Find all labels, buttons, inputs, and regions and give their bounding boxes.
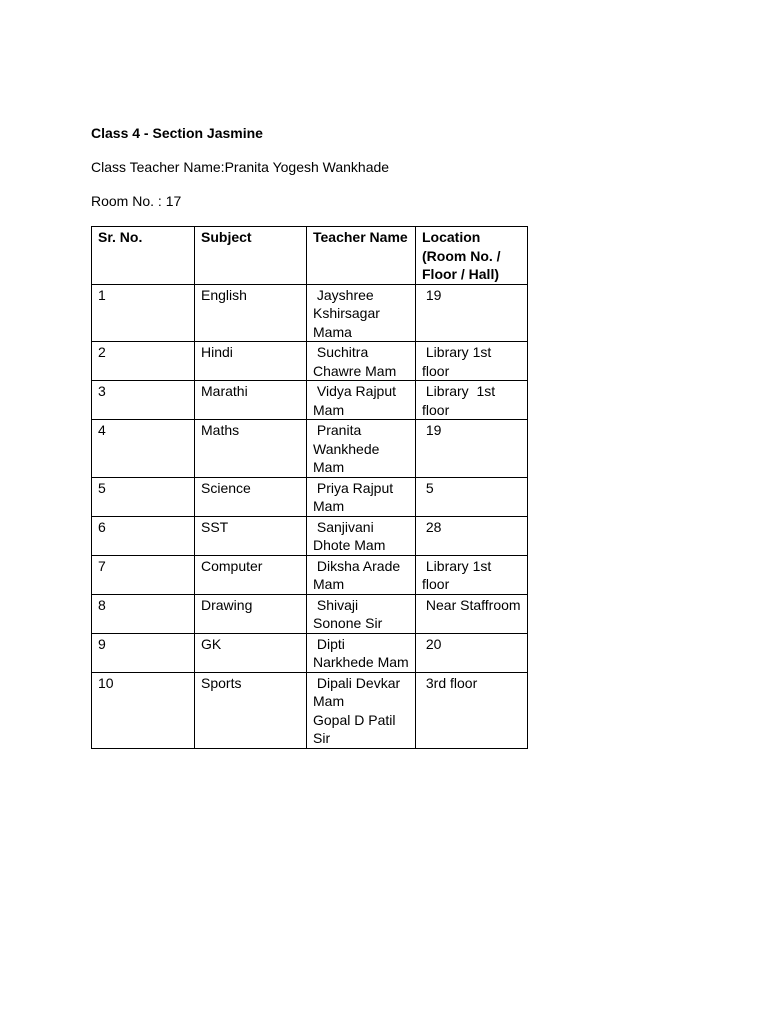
cell-sr-no: 9 [92, 633, 195, 672]
cell-teacher-name: Dipali Devkar Mam Gopal D Patil Sir [307, 672, 416, 748]
cell-location: 20 [416, 633, 528, 672]
cell-sr-no: 2 [92, 342, 195, 381]
cell-subject: English [195, 284, 307, 342]
room-number-line: Room No. : 17 [91, 193, 182, 209]
cell-subject: Sports [195, 672, 307, 748]
table-row [92, 516, 528, 555]
cell-location: Library 1st floor [416, 381, 528, 420]
cell-sr-no: 6 [92, 516, 195, 555]
cell-teacher-name: Sanjivani Dhote Mam [307, 516, 416, 555]
timetable-table [91, 226, 528, 749]
cell-location: 28 [416, 516, 528, 555]
cell-sr-no: 3 [92, 381, 195, 420]
cell-subject: SST [195, 516, 307, 555]
cell-teacher-name: Priya Rajput Mam [307, 477, 416, 516]
cell-subject: GK [195, 633, 307, 672]
cell-teacher-name: Suchitra Chawre Mam [307, 342, 416, 381]
cell-location: Near Staffroom [416, 594, 528, 633]
cell-location: 19 [416, 420, 528, 478]
cell-location: 3rd floor [416, 672, 528, 748]
header-subject: Subject [195, 227, 307, 285]
cell-subject: Computer [195, 555, 307, 594]
table-row [92, 555, 528, 594]
cell-location: 5 [416, 477, 528, 516]
cell-location: 19 [416, 284, 528, 342]
cell-sr-no: 4 [92, 420, 195, 478]
cell-sr-no: 1 [92, 284, 195, 342]
cell-subject: Science [195, 477, 307, 516]
class-teacher-line: Class Teacher Name:Pranita Yogesh Wankhade [91, 159, 390, 175]
table-row [92, 672, 528, 748]
document-page [91, 124, 691, 749]
table-row [92, 594, 528, 633]
cell-teacher-name: Shivaji Sonone Sir [307, 594, 416, 633]
cell-subject: Maths [195, 420, 307, 478]
table-row [92, 381, 528, 420]
cell-subject: Marathi [195, 381, 307, 420]
header-sr-no: Sr. No. [92, 227, 195, 285]
table-row [92, 420, 528, 478]
cell-location: Library 1st floor [416, 555, 528, 594]
cell-sr-no: 8 [92, 594, 195, 633]
cell-sr-no: 5 [92, 477, 195, 516]
table-row [92, 284, 528, 342]
cell-subject: Hindi [195, 342, 307, 381]
table-row [92, 342, 528, 381]
cell-teacher-name: Diksha Arade Mam [307, 555, 416, 594]
cell-teacher-name: Jayshree Kshirsagar Mama [307, 284, 416, 342]
cell-location: Library 1st floor [416, 342, 528, 381]
cell-sr-no: 7 [92, 555, 195, 594]
cell-teacher-name: Dipti Narkhede Mam [307, 633, 416, 672]
table-row [92, 633, 528, 672]
cell-subject: Drawing [195, 594, 307, 633]
header-teacher-name: Teacher Name [307, 227, 416, 285]
page-title: Class 4 - Section Jasmine [91, 125, 263, 141]
cell-sr-no: 10 [92, 672, 195, 748]
table-header-row [92, 227, 528, 285]
table-row [92, 477, 528, 516]
header-location: Location (Room No. / Floor / Hall) [416, 227, 528, 285]
cell-teacher-name: Pranita Wankhede Mam [307, 420, 416, 478]
cell-teacher-name: Vidya Rajput Mam [307, 381, 416, 420]
